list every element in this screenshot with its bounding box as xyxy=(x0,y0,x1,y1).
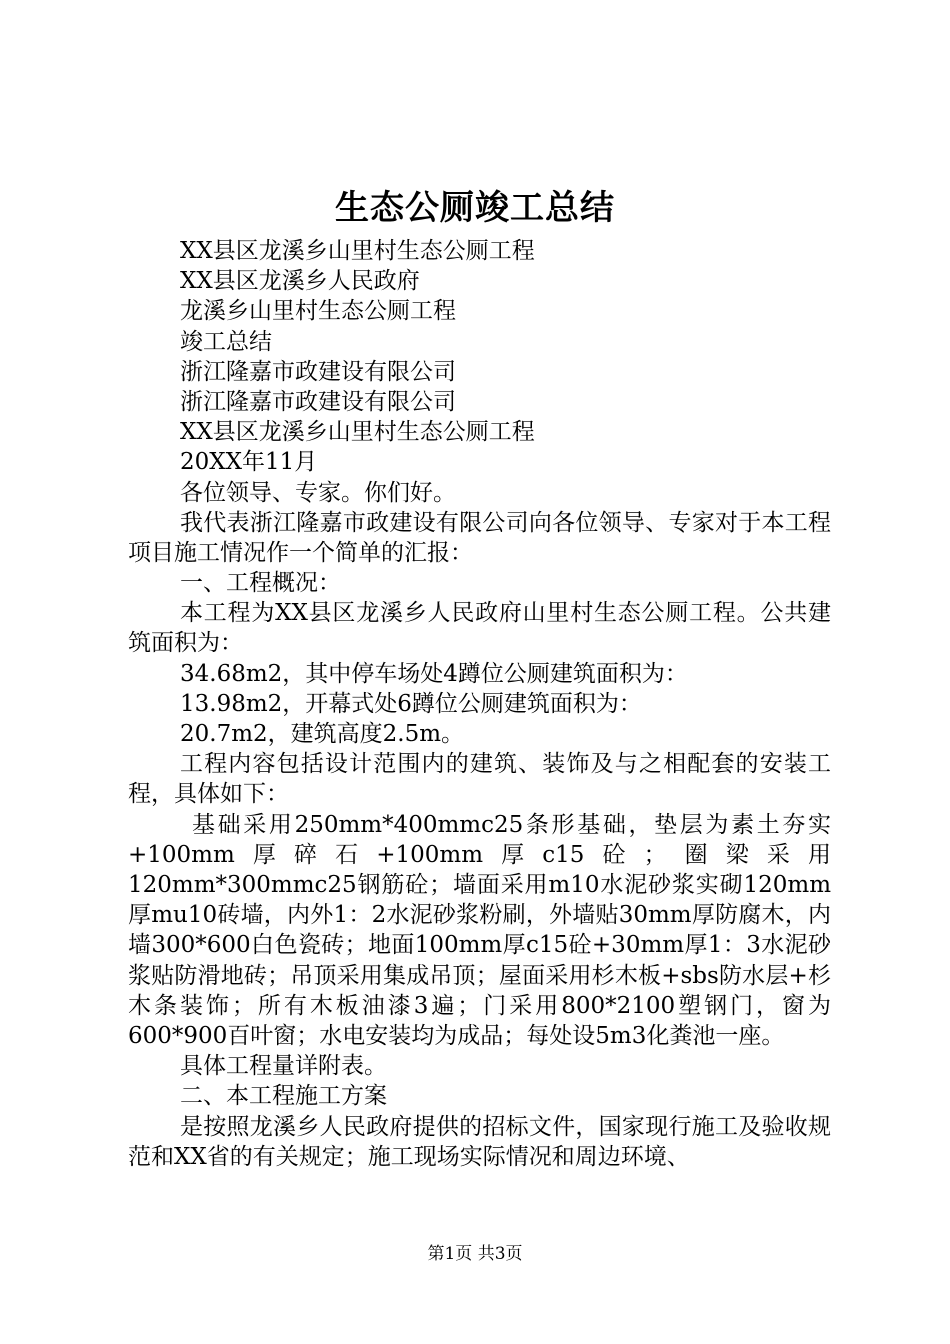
document-title: 生态公厕竣工总结 xyxy=(335,188,615,228)
document-body xyxy=(128,236,831,1172)
attachment-note: 具体工程量详附表。 xyxy=(180,1053,387,1080)
header-line-contractor: 浙江隆嘉市政建设有限公司 xyxy=(180,358,456,385)
area-line-3: 20.7m2，建筑高度2.5m。 xyxy=(180,721,465,748)
greeting: 各位领导、专家。你们好。 xyxy=(180,479,456,506)
header-line-owner: XX县区龙溪乡人民政府 xyxy=(180,268,420,295)
plan-paragraph: 是按照龙溪乡人民政府提供的招标文件，国家现行施工及验收规范和XX省的有关规定；施工现场实际情况和周边环境、 xyxy=(128,1113,831,1170)
header-line-project-short: 龙溪乡山里村生态公厕工程 xyxy=(180,298,456,325)
area-line-2: 13.98m2，开幕式处6蹲位公厕建筑面积为： xyxy=(180,690,642,717)
scope-paragraph: 工程内容包括设计范围内的建筑、装饰及与之相配套的安装工程，具体如下： xyxy=(128,751,831,808)
header-line-project: XX县区龙溪乡山里村生态公厕工程 xyxy=(180,238,535,264)
area-line-1: 34.68m2，其中停车场处4蹲位公厕建筑面积为： xyxy=(180,660,688,687)
intro-paragraph: 我代表浙江隆嘉市政建设有限公司向各位领导、专家对于本工程项目施工情况作一个简单的汇报： xyxy=(128,509,831,566)
header-line-contractor-2: 浙江隆嘉市政建设有限公司 xyxy=(180,388,456,415)
section2-heading: 二、本工程施工方案 xyxy=(180,1083,387,1110)
details-paragraph: 基础采用250mm*400mmc25条形基础，垫层为素土夯实+100mm厚碎石+100mm厚c15砼；圈梁采用120mm*300mmc25钢筋砼；墙面采用m10水泥砂浆实砌120mm厚mu10砖墙，内外1：2水泥砂浆粉刷，外墙贴30mm厚防腐木，内墙300*600白色瓷砖；地面100mm厚c15砼+30mm厚1：3水泥砂浆贴防滑地砖；吊顶采用集成吊顶；屋面采用杉木板+sbs防水层+杉木条装饰；所有木板油漆3遍；门采用800*2100塑钢门，窗为600*900百叶窗；水电安装均为成品；每处设5m3化粪池一座。 xyxy=(128,811,831,1050)
page-number: 第1页 共3页 xyxy=(427,1244,523,1264)
overview-paragraph: 本工程为XX县区龙溪乡人民政府山里村生态公厕工程。公共建筑面积为： xyxy=(128,600,831,657)
header-line-date: 20XX年11月 xyxy=(180,449,318,476)
header-line-project-2: XX县区龙溪乡山里村生态公厕工程 xyxy=(180,419,535,446)
header-line-doc-type: 竣工总结 xyxy=(180,328,272,355)
section1-heading: 一、工程概况： xyxy=(180,570,341,597)
